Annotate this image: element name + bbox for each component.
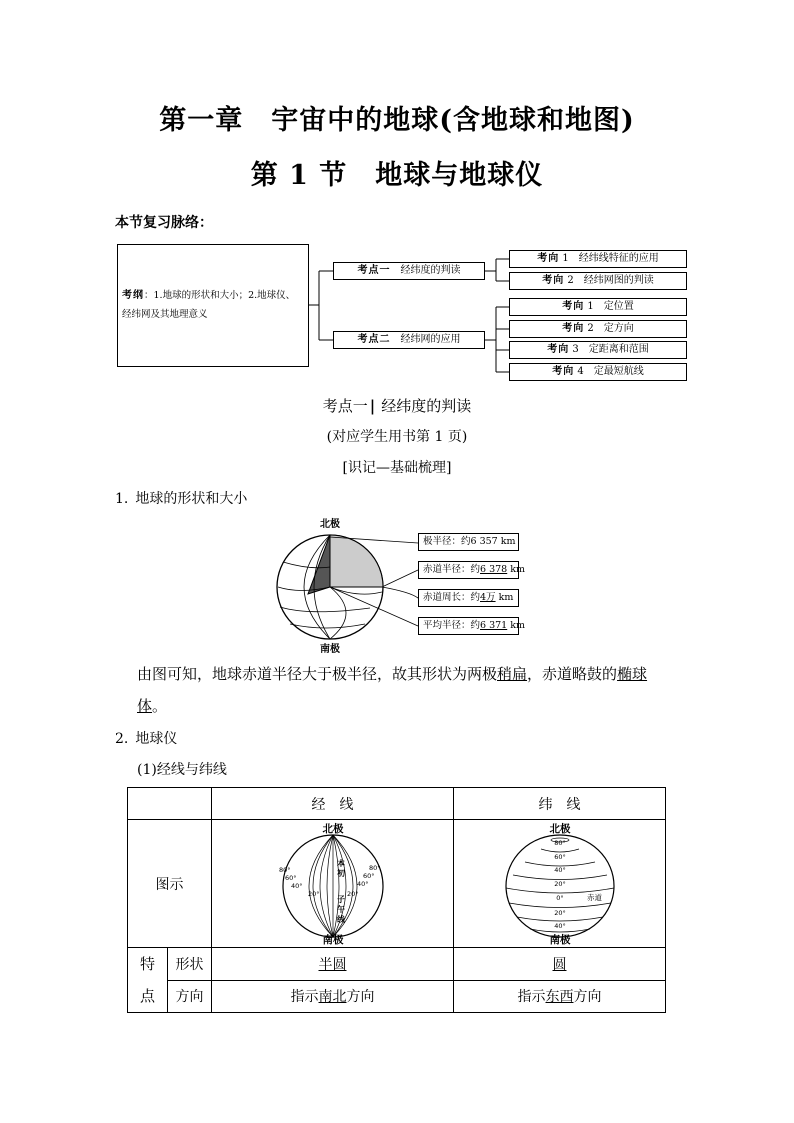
callout-value: 6 378 [480,564,508,575]
kaodian-1-box [333,262,485,280]
fig1-zi-3: 线 [336,914,345,924]
table-header-meridian: 经 线 [212,788,454,820]
dir-text: 指示 [290,989,319,1006]
kaoxiang-text: 定位置 [603,301,634,312]
table-header-parallel: 纬 线 [454,788,666,820]
meridian-direction [212,980,454,1013]
kaoxiang-num: 2 [567,275,574,286]
kaoxiang-label: 考向 [542,275,565,286]
kaoxiang-2-3 [509,341,687,359]
kaodian-2-label: 考点二 [357,334,391,345]
callout-text: 赤道半径：约 [423,564,481,575]
meridian-figure-cell [212,820,454,948]
meridian-direction-answer: 南北 [318,989,347,1006]
item-1-num: 1. [115,491,129,507]
features-char-2: 点 [139,987,155,1005]
kaoxiang-label: 考向 [547,344,570,355]
kaoxiang-label: 考向 [562,323,585,334]
item-2-heading [115,728,177,748]
para-text: 由图可知，地球赤道半径大于极半径，故其形状为两极 [137,665,498,683]
parallel-shape-answer: 圆 [552,956,567,973]
north-pole-label: 北极 [320,519,340,530]
parallel-direction [454,980,666,1013]
item-1-heading [115,488,247,508]
dir-text: 方向 [346,989,375,1006]
fig2-lat-40s: 40° [553,921,566,930]
fig1-prime-1: 本 [336,858,345,868]
fig1-w20: 20° [307,889,320,898]
south-pole-label: 南极 [320,644,340,655]
fig1-e20: 20° [346,889,359,898]
kaoxiang-text: 经纬网图的判读 [583,275,654,286]
fig2-lat-20n: 20° [553,879,566,888]
kaoxiang-num: 4 [577,366,584,377]
fig1-w60: 60° [284,873,297,882]
callout-value: 6 371 [480,620,508,631]
features-char-1: 特 [139,955,155,973]
section-heading-sep: | [369,397,376,415]
kaoxiang-num: 2 [587,323,594,334]
item-2-num: 2. [115,731,129,747]
dir-text: 方向 [573,989,602,1006]
fig1-zi-2: 午 [336,904,345,914]
kaoxiang-text: 定最短航线 [593,366,644,377]
fig1-e80: 80° [368,863,381,872]
meridian-parallel-table [127,787,666,1013]
kaoxiang-1-1 [509,250,687,268]
parallel-direction-answer: 东西 [545,989,574,1006]
outline-text: ：1.地球的形状和大小；2.地球仪、经纬网及其地理意义 [122,290,296,320]
callout-text: 平均半径：约 [423,620,481,631]
chapter-title: 第一章 宇宙中的地球(含地球和地图) [159,105,635,136]
fig1-south: 南极 [322,933,343,946]
table-features-label [128,948,168,1013]
callout-unit: km [507,564,526,575]
kaoxiang-num: 1 [562,253,569,264]
fig2-equator-label: 赤道 [586,892,602,902]
callout-polar-radius [418,533,519,551]
kaoxiang-2-2 [509,320,687,338]
fig1-e60: 60° [362,871,375,880]
table-shape-label: 形状 [168,948,212,981]
callout-value: 4万 [480,592,496,603]
callout-unit: km [495,592,514,603]
parallel-figure-cell [454,820,666,948]
kaodian-1-label: 考点一 [357,265,391,276]
item-2-subheading: (1)经线与纬线 [137,762,227,778]
para-text: ，赤道略鼓的 [527,665,618,683]
fig1-w80: 80° [278,865,291,874]
kaoxiang-text: 定距离和范围 [588,344,649,355]
meridian-shape [212,948,454,981]
callout-equatorial-radius [418,561,526,579]
fig1-north: 北极 [322,822,343,835]
fig2-lat-60: 60° [553,852,566,861]
callout-equator-circumference [418,589,519,607]
para-answer: 椭球 [617,665,648,683]
section-title: 第 1 节 地球与地球仪 [250,160,544,191]
parallel-shape [454,948,666,981]
callout-mean-radius [418,617,526,635]
fig1-prime-2: 初 [336,868,345,878]
student-book-ref: (对应学生用书第 1 页) [326,429,468,445]
kaoxiang-2-1 [509,298,687,316]
kaodian-1-text: 经纬度的判读 [400,265,461,276]
section-heading-label: 考点一 [322,397,368,415]
kaodian-2-text: 经纬网的应用 [400,334,461,345]
item-1-title: 地球的形状和大小 [135,491,248,507]
meridian-shape-answer: 半圆 [318,956,347,973]
para-answer: 体 [137,697,153,715]
kaoxiang-label: 考向 [562,301,585,312]
fig1-e40: 40° [356,879,369,888]
fig2-north: 北极 [549,822,570,835]
section-heading [0,395,794,416]
outline-label: 考纲 [122,290,144,301]
kaoxiang-text: 定方向 [603,323,634,334]
dir-text: 指示 [517,989,546,1006]
kaoxiang-label: 考向 [537,253,560,264]
kaoxiang-1-2 [509,272,687,290]
kaoxiang-2-4 [509,363,687,381]
item-2-title: 地球仪 [135,731,178,747]
callout-text: 赤道周长：约 [423,592,481,603]
table-corner [128,788,212,820]
callout-text: 极半径：约6 357 km [423,536,516,547]
meridian-figure [263,822,403,946]
para-text: 。 [152,697,168,715]
kaoxiang-num: 1 [587,301,594,312]
basics-heading: [识记—基础梳理] [342,460,452,476]
kaodian-2-box [333,331,485,349]
fig2-lat-0: 0° [555,893,564,902]
fig2-lat-40n: 40° [553,865,566,874]
item-1-paragraph [137,658,692,722]
section-heading-text: 经纬度的判读 [381,397,472,415]
kaoxiang-label: 考向 [552,366,575,377]
fig1-zi-1: 子 [336,894,345,904]
parallel-figure [495,822,625,946]
fig1-w40: 40° [290,881,303,890]
fig2-south: 南极 [549,933,570,946]
fig2-lat-80: 80° [553,838,566,847]
table-row-figure-label: 图示 [128,820,212,948]
kaoxiang-num: 3 [572,344,579,355]
para-answer: 稍扁 [497,665,528,683]
fig2-lat-20s: 20° [553,908,566,917]
kaoxiang-text: 经纬线特征的应用 [578,253,659,264]
table-direction-label: 方向 [168,980,212,1013]
review-intro: 本节复习脉络： [115,215,213,231]
callout-unit: km [507,620,526,631]
